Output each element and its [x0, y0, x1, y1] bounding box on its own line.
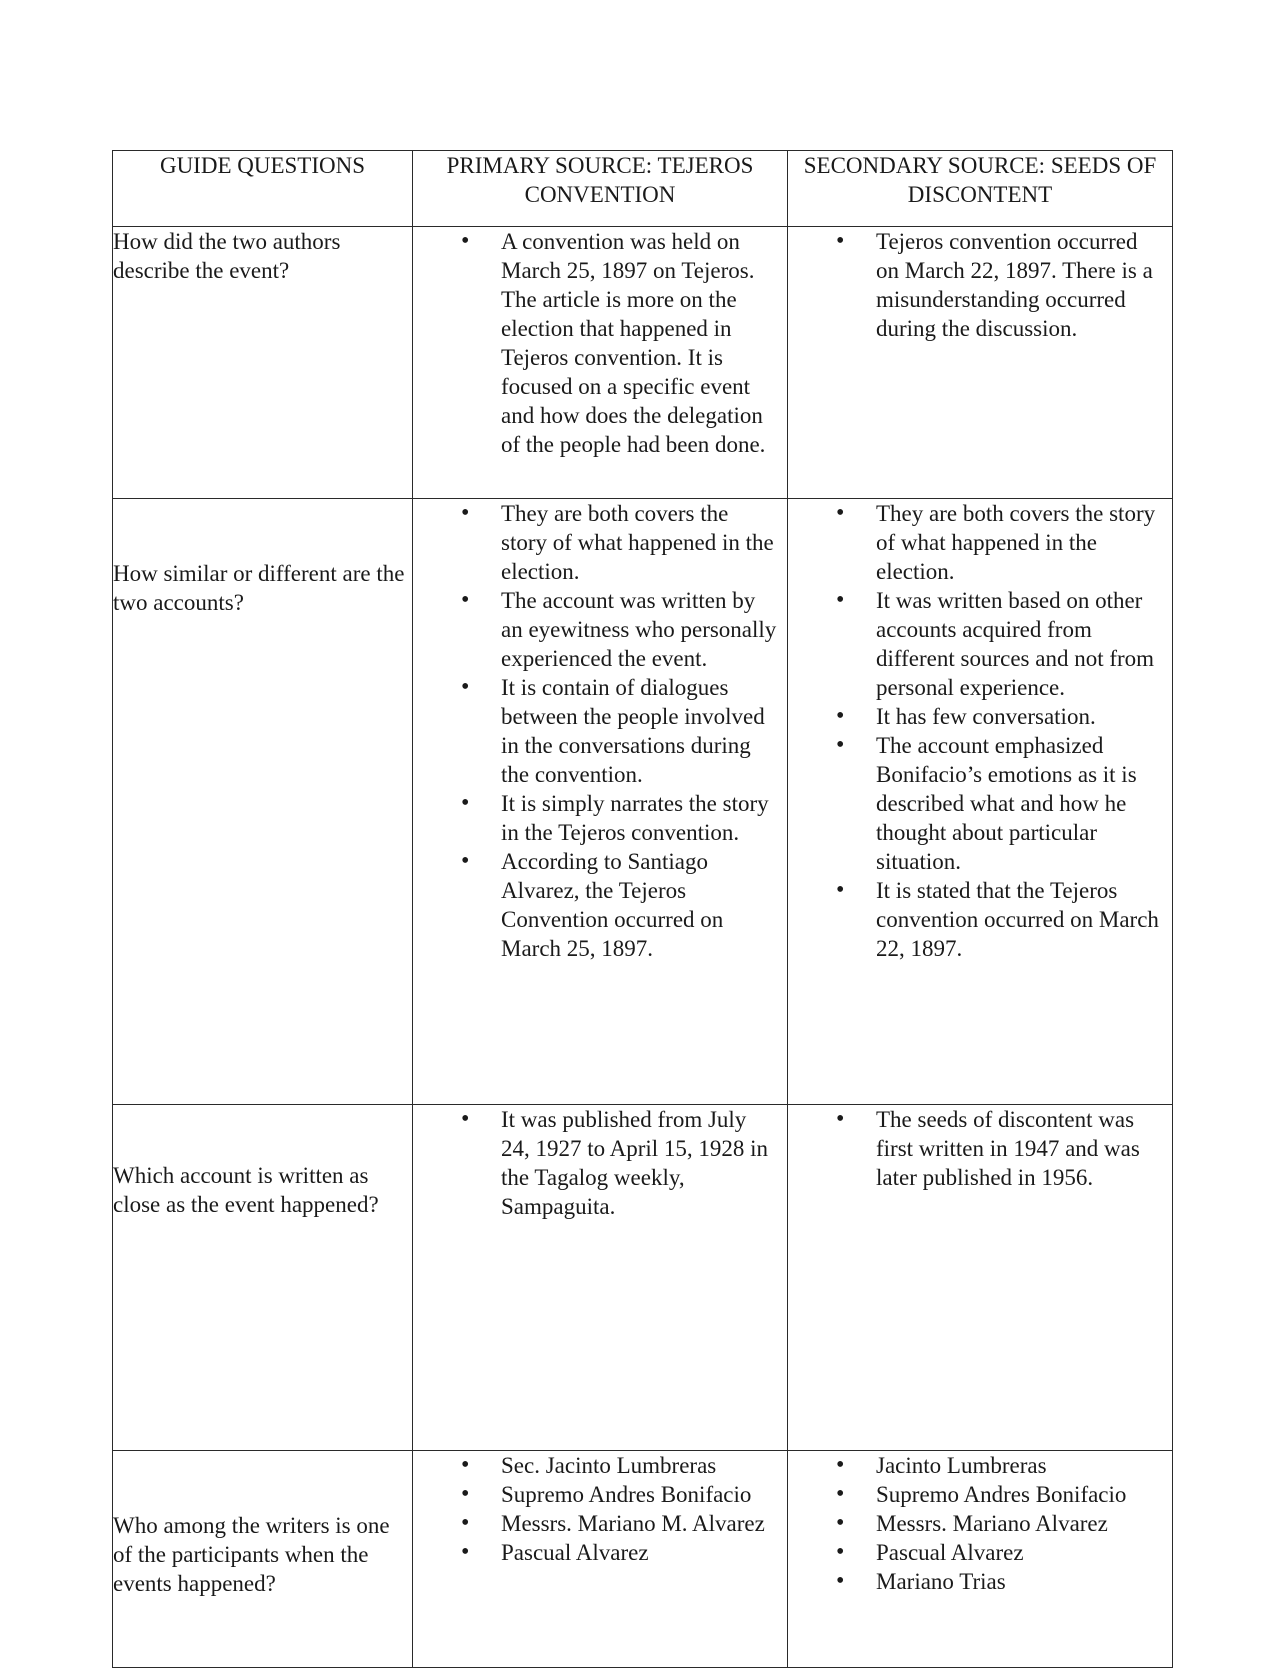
- list-item: • Pascual Alvarez: [788, 1538, 1172, 1567]
- list-item: • The account was written by an eyewitness who personally experienced the event.: [413, 586, 787, 673]
- header-secondary-source: SECONDARY SOURCE: SEEDS OF DISCONTENT: [788, 151, 1173, 227]
- primary-source-cell: [413, 1451, 788, 1668]
- list-item: • Supremo Andres Bonifacio: [788, 1480, 1172, 1509]
- list-item: • It is stated that the Tejeros convention occurred on March 22, 1897.: [788, 876, 1172, 963]
- list-item: • A convention was held on March 25, 1897 on Tejeros. The article is more on the election that happened in Tejeros convention. It is focused on a specific event and how does the delegation of the people had been done.: [413, 227, 787, 459]
- list-item: • It has few conversation.: [788, 702, 1172, 731]
- table-row: [113, 499, 1173, 1105]
- guide-question: Which account is written as close as the event happened?: [113, 1105, 413, 1451]
- list-item: • Messrs. Mariano M. Alvarez: [413, 1509, 787, 1538]
- table-row: [113, 1105, 1173, 1451]
- table-row: [113, 227, 1173, 499]
- list-item: • Pascual Alvarez: [413, 1538, 787, 1567]
- list-item: • The seeds of discontent was first written in 1947 and was later published in 1956.: [788, 1105, 1172, 1192]
- list-item: • Supremo Andres Bonifacio: [413, 1480, 787, 1509]
- list-item: • It is simply narrates the story in the Tejeros convention.: [413, 789, 787, 847]
- secondary-source-cell: [788, 499, 1173, 1105]
- table-row: [113, 1451, 1173, 1668]
- primary-source-cell: [413, 227, 788, 499]
- list-item: • According to Santiago Alvarez, the Tejeros Convention occurred on March 25, 1897.: [413, 847, 787, 963]
- header-guide-questions: GUIDE QUESTIONS: [113, 151, 413, 227]
- list-item: • They are both covers the story of what happened in the election.: [788, 499, 1172, 586]
- guide-question: How did the two authors describe the event?: [113, 227, 413, 499]
- header-row: [113, 151, 1173, 227]
- secondary-source-cell: [788, 1105, 1173, 1451]
- list-item: • Tejeros convention occurred on March 22, 1897. There is a misunderstanding occurred during the discussion.: [788, 227, 1172, 343]
- list-item: • Mariano Trias: [788, 1567, 1172, 1596]
- list-item: • Jacinto Lumbreras: [788, 1451, 1172, 1480]
- secondary-source-cell: [788, 1451, 1173, 1668]
- list-item: • Sec. Jacinto Lumbreras: [413, 1451, 787, 1480]
- header-primary-source: PRIMARY SOURCE: TEJEROS CONVENTION: [413, 151, 788, 227]
- guide-question: How similar or different are the two accounts?: [113, 499, 413, 1105]
- list-item: • The account emphasized Bonifacio’s emotions as it is described what and how he thought about particular situation.: [788, 731, 1172, 876]
- primary-source-cell: [413, 1105, 788, 1451]
- list-item: • Messrs. Mariano Alvarez: [788, 1509, 1172, 1538]
- comparison-table: [112, 150, 1173, 1668]
- secondary-source-cell: [788, 227, 1173, 499]
- guide-question: Who among the writers is one of the participants when the events happened?: [113, 1451, 413, 1668]
- primary-source-cell: [413, 499, 788, 1105]
- list-item: • They are both covers the story of what happened in the election.: [413, 499, 787, 586]
- list-item: • It was written based on other accounts acquired from different sources and not from personal experience.: [788, 586, 1172, 702]
- list-item: • It was published from July 24, 1927 to April 15, 1928 in the Tagalog weekly, Sampaguita.: [413, 1105, 787, 1221]
- list-item: • It is contain of dialogues between the people involved in the conversations during the convention.: [413, 673, 787, 789]
